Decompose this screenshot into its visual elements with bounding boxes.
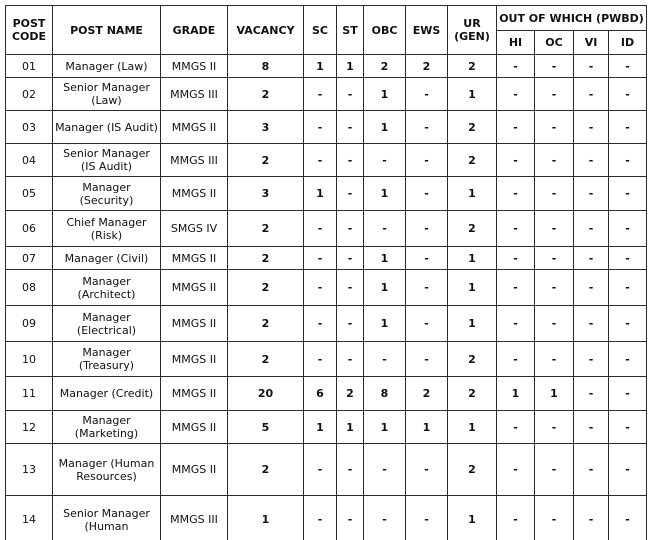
- cell-grade: MMGS II: [161, 306, 228, 342]
- cell-st: -: [337, 496, 364, 540]
- cell-st: 1: [337, 55, 364, 78]
- cell-id: -: [609, 55, 647, 78]
- cell-oc: 1: [535, 377, 574, 411]
- header-ews: EWS: [406, 6, 448, 55]
- cell-name: Manager (Civil): [53, 247, 161, 270]
- cell-obc: 8: [364, 377, 406, 411]
- cell-hi: -: [497, 211, 535, 247]
- cell-ur: 2: [448, 444, 497, 496]
- cell-st: 2: [337, 377, 364, 411]
- header-oc: OC: [535, 31, 574, 55]
- cell-ur: 1: [448, 270, 497, 306]
- cell-obc: -: [364, 342, 406, 377]
- cell-code: 02: [6, 78, 53, 111]
- cell-vacancy: 2: [228, 211, 304, 247]
- cell-ur: 1: [448, 177, 497, 211]
- header-grade: GRADE: [161, 6, 228, 55]
- cell-vacancy: 20: [228, 377, 304, 411]
- cell-vi: -: [574, 270, 609, 306]
- cell-obc: 1: [364, 177, 406, 211]
- cell-vacancy: 2: [228, 444, 304, 496]
- cell-id: -: [609, 177, 647, 211]
- cell-oc: -: [535, 111, 574, 144]
- cell-id: -: [609, 270, 647, 306]
- cell-vacancy: 2: [228, 306, 304, 342]
- cell-code: 08: [6, 270, 53, 306]
- cell-id: -: [609, 306, 647, 342]
- cell-sc: -: [304, 496, 337, 540]
- cell-ur: 2: [448, 111, 497, 144]
- cell-vi: -: [574, 444, 609, 496]
- header-pwbd-group: OUT OF WHICH (PWBD): [497, 6, 647, 31]
- cell-vacancy: 2: [228, 270, 304, 306]
- cell-oc: -: [535, 444, 574, 496]
- cell-vi: -: [574, 78, 609, 111]
- cell-ews: -: [406, 111, 448, 144]
- cell-code: 05: [6, 177, 53, 211]
- cell-hi: 1: [497, 377, 535, 411]
- cell-obc: 1: [364, 411, 406, 444]
- cell-name: Chief Manager (Risk): [53, 211, 161, 247]
- table-row: [6, 247, 647, 270]
- cell-ews: -: [406, 211, 448, 247]
- cell-id: -: [609, 496, 647, 540]
- cell-oc: -: [535, 55, 574, 78]
- cell-ews: -: [406, 247, 448, 270]
- header-hi: HI: [497, 31, 535, 55]
- cell-name: Senior Manager (Human: [53, 496, 161, 540]
- cell-ur: 1: [448, 247, 497, 270]
- cell-grade: MMGS II: [161, 270, 228, 306]
- header-id: ID: [609, 31, 647, 55]
- cell-ews: -: [406, 78, 448, 111]
- cell-code: 07: [6, 247, 53, 270]
- header-sc: SC: [304, 6, 337, 55]
- table-row: [6, 496, 647, 540]
- cell-id: -: [609, 377, 647, 411]
- cell-id: -: [609, 111, 647, 144]
- cell-sc: -: [304, 270, 337, 306]
- cell-ews: -: [406, 306, 448, 342]
- cell-name: Manager (Treasury): [53, 342, 161, 377]
- cell-ews: -: [406, 177, 448, 211]
- header-post-name: POST NAME: [53, 6, 161, 55]
- cell-hi: -: [497, 496, 535, 540]
- cell-oc: -: [535, 306, 574, 342]
- cell-hi: -: [497, 342, 535, 377]
- cell-oc: -: [535, 144, 574, 177]
- cell-grade: MMGS II: [161, 247, 228, 270]
- cell-ur: 1: [448, 411, 497, 444]
- header-row-1: [6, 6, 647, 31]
- cell-obc: 1: [364, 270, 406, 306]
- table-row: [6, 55, 647, 78]
- cell-grade: MMGS II: [161, 111, 228, 144]
- cell-name: Manager (Electrical): [53, 306, 161, 342]
- cell-grade: SMGS IV: [161, 211, 228, 247]
- cell-name: Manager (Law): [53, 55, 161, 78]
- cell-obc: 1: [364, 306, 406, 342]
- cell-vi: -: [574, 377, 609, 411]
- cell-name: Manager (IS Audit): [53, 111, 161, 144]
- cell-name: Senior Manager (IS Audit): [53, 144, 161, 177]
- cell-hi: -: [497, 55, 535, 78]
- cell-obc: -: [364, 444, 406, 496]
- cell-oc: -: [535, 211, 574, 247]
- cell-grade: MMGS II: [161, 411, 228, 444]
- cell-vacancy: 8: [228, 55, 304, 78]
- cell-obc: 1: [364, 111, 406, 144]
- table-row: [6, 78, 647, 111]
- cell-oc: -: [535, 411, 574, 444]
- cell-name: Manager (Credit): [53, 377, 161, 411]
- cell-vacancy: 2: [228, 247, 304, 270]
- table-row: [6, 342, 647, 377]
- cell-code: 06: [6, 211, 53, 247]
- cell-vacancy: 1: [228, 496, 304, 540]
- cell-grade: MMGS II: [161, 377, 228, 411]
- cell-ews: 2: [406, 55, 448, 78]
- cell-grade: MMGS III: [161, 496, 228, 540]
- cell-hi: -: [497, 111, 535, 144]
- cell-grade: MMGS III: [161, 78, 228, 111]
- cell-code: 13: [6, 444, 53, 496]
- cell-vacancy: 2: [228, 144, 304, 177]
- table-row: [6, 306, 647, 342]
- cell-ur: 1: [448, 306, 497, 342]
- cell-sc: -: [304, 306, 337, 342]
- header-ur-gen: UR (GEN): [448, 6, 497, 55]
- cell-ur: 1: [448, 78, 497, 111]
- cell-st: -: [337, 177, 364, 211]
- cell-code: 12: [6, 411, 53, 444]
- table-row: [6, 377, 647, 411]
- header-vacancy: VACANCY: [228, 6, 304, 55]
- cell-vi: -: [574, 211, 609, 247]
- table-row: [6, 444, 647, 496]
- cell-st: -: [337, 342, 364, 377]
- cell-grade: MMGS II: [161, 444, 228, 496]
- table-row: [6, 111, 647, 144]
- table-body: [6, 55, 647, 540]
- cell-sc: -: [304, 111, 337, 144]
- cell-st: -: [337, 444, 364, 496]
- cell-name: Manager (Architect): [53, 270, 161, 306]
- cell-hi: -: [497, 247, 535, 270]
- cell-ur: 2: [448, 211, 497, 247]
- cell-ur: 2: [448, 377, 497, 411]
- cell-code: 01: [6, 55, 53, 78]
- cell-hi: -: [497, 411, 535, 444]
- header-obc: OBC: [364, 6, 406, 55]
- cell-vi: -: [574, 177, 609, 211]
- cell-vi: -: [574, 306, 609, 342]
- cell-sc: 1: [304, 411, 337, 444]
- cell-code: 14: [6, 496, 53, 540]
- cell-sc: -: [304, 444, 337, 496]
- cell-ews: -: [406, 144, 448, 177]
- cell-hi: -: [497, 177, 535, 211]
- cell-sc: 1: [304, 55, 337, 78]
- cell-hi: -: [497, 270, 535, 306]
- cell-ur: 2: [448, 144, 497, 177]
- cell-vi: -: [574, 144, 609, 177]
- cell-id: -: [609, 247, 647, 270]
- cell-ews: 1: [406, 411, 448, 444]
- cell-id: -: [609, 144, 647, 177]
- cell-code: 10: [6, 342, 53, 377]
- cell-vi: -: [574, 55, 609, 78]
- cell-name: Senior Manager (Law): [53, 78, 161, 111]
- cell-sc: 1: [304, 177, 337, 211]
- cell-id: -: [609, 444, 647, 496]
- cell-code: 04: [6, 144, 53, 177]
- cell-grade: MMGS II: [161, 342, 228, 377]
- cell-oc: -: [535, 496, 574, 540]
- cell-st: -: [337, 270, 364, 306]
- cell-vacancy: 3: [228, 177, 304, 211]
- cell-sc: -: [304, 342, 337, 377]
- cell-oc: -: [535, 78, 574, 111]
- cell-st: -: [337, 306, 364, 342]
- table-row: [6, 177, 647, 211]
- cell-obc: 1: [364, 78, 406, 111]
- cell-vi: -: [574, 247, 609, 270]
- cell-ur: 2: [448, 55, 497, 78]
- cell-ews: -: [406, 342, 448, 377]
- cell-obc: -: [364, 211, 406, 247]
- cell-st: 1: [337, 411, 364, 444]
- cell-st: -: [337, 211, 364, 247]
- cell-sc: -: [304, 247, 337, 270]
- cell-id: -: [609, 342, 647, 377]
- cell-code: 03: [6, 111, 53, 144]
- cell-vacancy: 2: [228, 342, 304, 377]
- cell-sc: -: [304, 211, 337, 247]
- cell-name: Manager (Marketing): [53, 411, 161, 444]
- cell-oc: -: [535, 247, 574, 270]
- cell-vi: -: [574, 342, 609, 377]
- header-st: ST: [337, 6, 364, 55]
- cell-sc: 6: [304, 377, 337, 411]
- cell-oc: -: [535, 177, 574, 211]
- cell-hi: -: [497, 306, 535, 342]
- cell-st: -: [337, 111, 364, 144]
- cell-obc: 1: [364, 247, 406, 270]
- table-row: [6, 270, 647, 306]
- cell-grade: MMGS III: [161, 144, 228, 177]
- table-row: [6, 144, 647, 177]
- cell-hi: -: [497, 78, 535, 111]
- cell-hi: -: [497, 144, 535, 177]
- cell-sc: -: [304, 144, 337, 177]
- cell-obc: 2: [364, 55, 406, 78]
- cell-grade: MMGS II: [161, 177, 228, 211]
- cell-vacancy: 3: [228, 111, 304, 144]
- cell-st: -: [337, 78, 364, 111]
- cell-ur: 2: [448, 342, 497, 377]
- cell-oc: -: [535, 270, 574, 306]
- cell-vacancy: 2: [228, 78, 304, 111]
- cell-code: 09: [6, 306, 53, 342]
- cell-obc: -: [364, 144, 406, 177]
- cell-obc: -: [364, 496, 406, 540]
- cell-oc: -: [535, 342, 574, 377]
- cell-ews: -: [406, 496, 448, 540]
- cell-st: -: [337, 247, 364, 270]
- cell-st: -: [337, 144, 364, 177]
- cell-vi: -: [574, 111, 609, 144]
- cell-name: Manager (Security): [53, 177, 161, 211]
- table-row: [6, 211, 647, 247]
- cell-vi: -: [574, 411, 609, 444]
- cell-name: Manager (Human Resources): [53, 444, 161, 496]
- cell-vi: -: [574, 496, 609, 540]
- cell-ur: 1: [448, 496, 497, 540]
- cell-id: -: [609, 211, 647, 247]
- cell-ews: -: [406, 444, 448, 496]
- cell-grade: MMGS II: [161, 55, 228, 78]
- header-vi: VI: [574, 31, 609, 55]
- cell-hi: -: [497, 444, 535, 496]
- cell-code: 11: [6, 377, 53, 411]
- vacancy-table: [5, 5, 647, 540]
- cell-ews: 2: [406, 377, 448, 411]
- cell-ews: -: [406, 270, 448, 306]
- cell-id: -: [609, 411, 647, 444]
- cell-vacancy: 5: [228, 411, 304, 444]
- cell-id: -: [609, 78, 647, 111]
- table-row: [6, 411, 647, 444]
- header-post-code: POST CODE: [6, 6, 53, 55]
- cell-sc: -: [304, 78, 337, 111]
